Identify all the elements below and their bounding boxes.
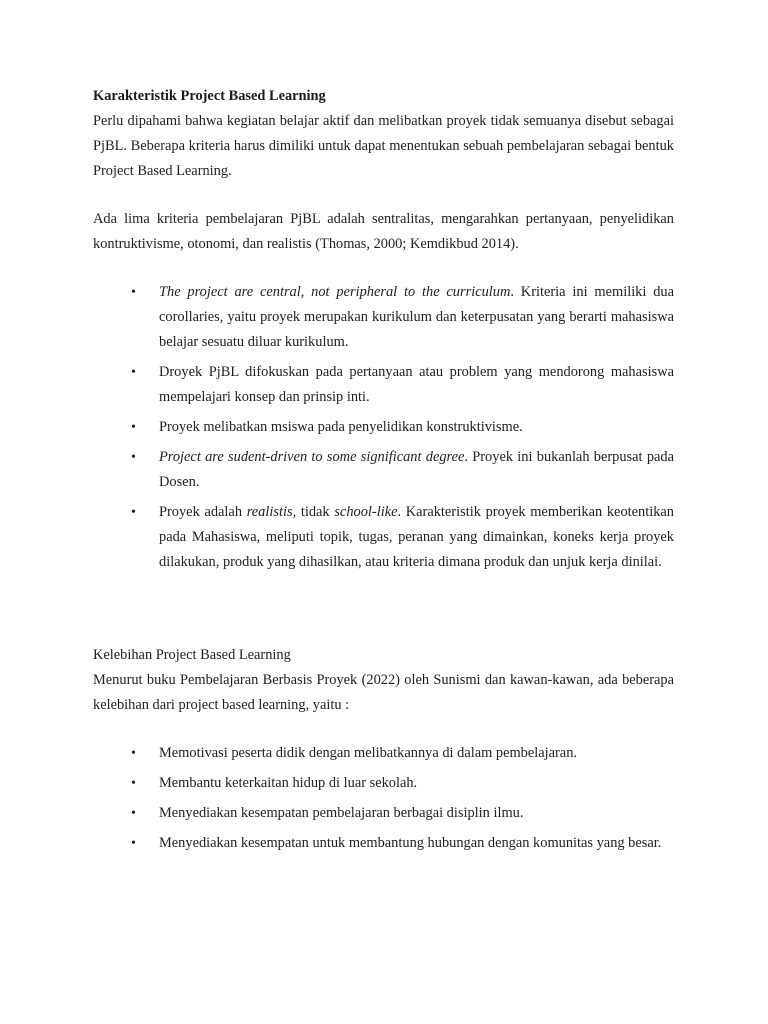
list-item-text: . Karakteristik proyek memberikan keotentikan pada Mahasiswa, meliputi topik, tugas, peranan yang dimainkan, koneks kerja proyek dilakukan, produk yang dihasilkan, atau kriteria dimana produk dan unjuk kerja dinilai.: [159, 504, 674, 570]
list-item: [93, 771, 674, 796]
criteria-list: [93, 280, 674, 575]
list-item-italic: Project are sudent-driven to some significant degree: [159, 449, 465, 465]
list-item: [93, 415, 674, 440]
list-item: [93, 741, 674, 766]
list-item-text: Droyek PjBL difokuskan pada pertanyaan atau problem yang mendorong mahasiswa mempelajari konsep dan prinsip inti.: [159, 364, 674, 405]
list-item-text: Menyediakan kesempatan pembelajaran berbagai disiplin ilmu.: [159, 805, 524, 821]
list-item-italic: realistis: [246, 504, 293, 520]
bullet-icon: •: [131, 365, 136, 380]
list-item: [93, 445, 674, 495]
list-item-text: Menyediakan kesempatan untuk membantung hubungan dengan komunitas yang besar.: [159, 835, 662, 851]
paragraph-kelebihan-intro: Menurut buku Pembelajaran Berbasis Proyek (2022) oleh Sunismi dan kawan-kawan, ada beberapa kelebihan dari project based learning, yaitu :: [93, 672, 674, 713]
list-item: [93, 831, 674, 856]
paragraph-criteria: Ada lima kriteria pembelajaran PjBL adalah sentralitas, mengarahkan pertanyaan, penyelidikan kontruktivisme, otonomi, dan realistis (Thomas, 2000; Kemdikbud 2014).: [93, 211, 674, 252]
list-item: [93, 500, 674, 575]
list-item: [93, 280, 674, 355]
section-heading-kelebihan: Kelebihan Project Based Learning: [93, 647, 291, 663]
list-item: [93, 360, 674, 410]
bullet-icon: •: [131, 450, 136, 465]
list-item: [93, 801, 674, 826]
bullet-icon: •: [131, 776, 136, 791]
advantages-list: [93, 741, 674, 856]
bullet-icon: •: [131, 836, 136, 851]
list-item-text: . Kriteria ini memiliki dua corollaries, yaitu proyek merupakan kurikulum dan keterpusatan yang berarti mahasiswa belajar sesuatu diluar kurikulum.: [159, 284, 674, 350]
bullet-icon: •: [131, 505, 136, 520]
list-item-text: Proyek melibatkan msiswa pada penyelidikan konstruktivisme.: [159, 419, 523, 435]
list-item-text-mid: , tidak: [292, 504, 335, 520]
list-item-text-pre: Proyek adalah: [159, 504, 247, 520]
bullet-icon: •: [131, 746, 136, 761]
bullet-icon: •: [131, 806, 136, 821]
list-item-italic: The project are central, not peripheral to the curriculum: [159, 284, 511, 300]
bullet-icon: •: [131, 285, 136, 300]
paragraph-intro: Perlu dipahami bahwa kegiatan belajar aktif dan melibatkan proyek tidak semuanya disebut sebagai PjBL. Beberapa kriteria harus dimiliki untuk dapat menentukan sebuah pembelajaran sebagai bentuk Project Based Learning.: [93, 113, 674, 179]
bullet-icon: •: [131, 420, 136, 435]
list-item-text: Membantu keterkaitan hidup di luar sekolah.: [159, 775, 418, 791]
list-item-text: Memotivasi peserta didik dengan melibatkannya di dalam pembelajaran.: [159, 745, 577, 761]
list-item-italic-2: school-like: [334, 504, 398, 520]
document-page: [93, 84, 674, 856]
section-heading-karakteristik: Karakteristik Project Based Learning: [93, 88, 326, 104]
list-item-text: . Proyek ini bukanlah berpusat pada Dosen.: [159, 449, 674, 490]
